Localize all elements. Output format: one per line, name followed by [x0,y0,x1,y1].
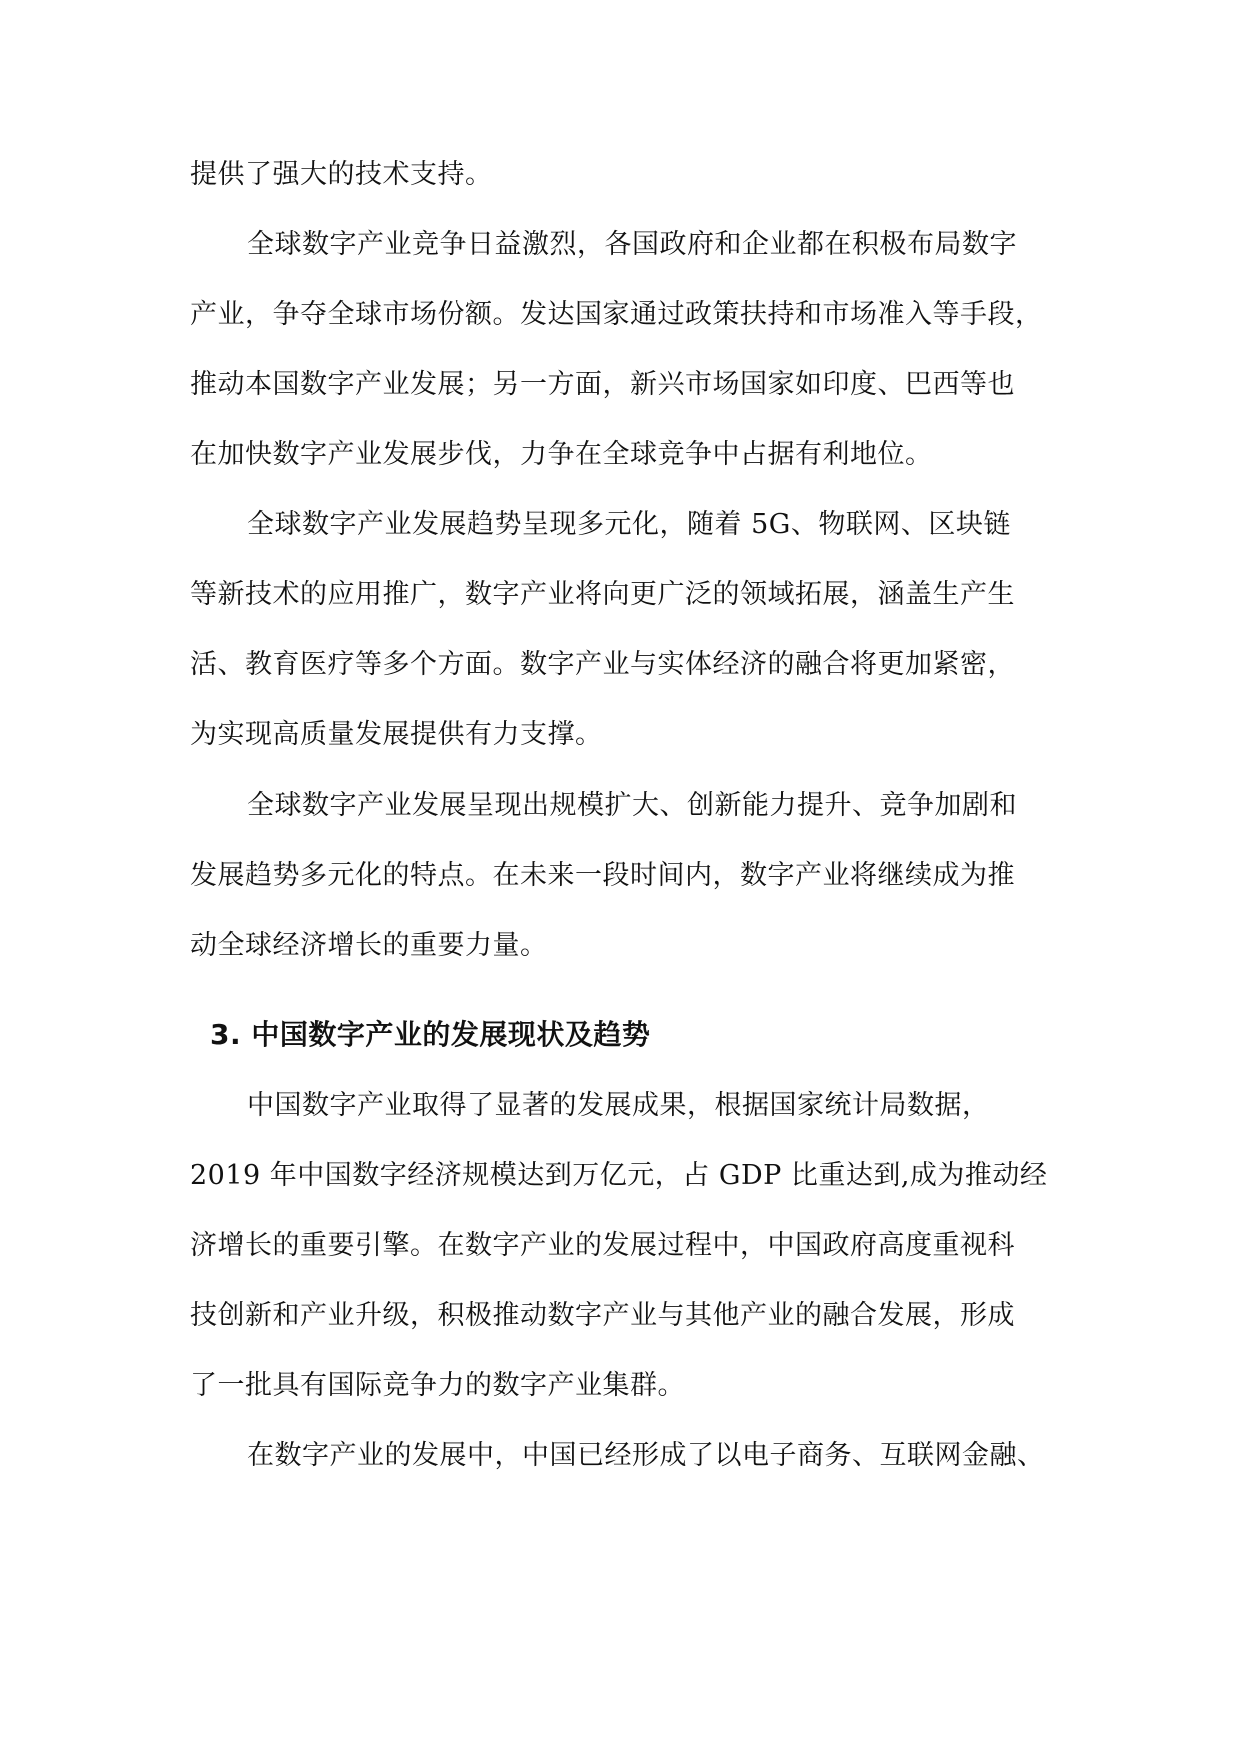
paragraph-line: 动全球经济增长的重要力量。 [190,930,548,961]
paragraph-line: 提供了强大的技术支持。 [190,159,493,190]
paragraph-line: 济增长的重要引擎。在数字产业的发展过程中，中国政府高度重视科 [190,1230,1015,1261]
paragraph-line: 全球数字产业发展趋势呈现多元化，随着 5G、物联网、区块链 [247,509,1011,540]
paragraph-line: 推动本国数字产业发展；另一方面，新兴市场国家如印度、巴西等也 [190,369,1015,400]
paragraph-line: 发展趋势多元化的特点。在未来一段时间内，数字产业将继续成为推 [190,860,1015,891]
paragraph-line: 在加快数字产业发展步伐，力争在全球竞争中占据有利地位。 [190,439,933,470]
paragraph-line: 中国数字产业取得了显著的发展成果，根据国家统计局数据， [247,1090,990,1121]
section-heading: 3. 中国数字产业的发展现状及趋势 [210,1018,651,1051]
paragraph-line: 2019 年中国数字经济规模达到万亿元，占 GDP 比重达到,成为推动经 [190,1160,1048,1191]
paragraph-line: 全球数字产业发展呈现出规模扩大、创新能力提升、竞争加剧和 [247,790,1017,821]
paragraph-line: 为实现高质量发展提供有力支撑。 [190,719,603,750]
paragraph-line: 了一批具有国际竞争力的数字产业集群。 [190,1370,685,1401]
paragraph-line: 等新技术的应用推广，数字产业将向更广泛的领域拓展，涵盖生产生 [190,579,1015,610]
paragraph-line: 技创新和产业升级，积极推动数字产业与其他产业的融合发展，形成 [190,1300,1015,1331]
paragraph-line: 活、教育医疗等多个方面。数字产业与实体经济的融合将更加紧密， [190,649,1015,680]
paragraph-line: 全球数字产业竞争日益激烈，各国政府和企业都在积极布局数字 [247,229,1017,260]
paragraph-line: 产业，争夺全球市场份额。发达国家通过政策扶持和市场准入等手段， [190,299,1043,330]
paragraph-line: 在数字产业的发展中，中国已经形成了以电子商务、互联网金融、 [247,1440,1045,1471]
